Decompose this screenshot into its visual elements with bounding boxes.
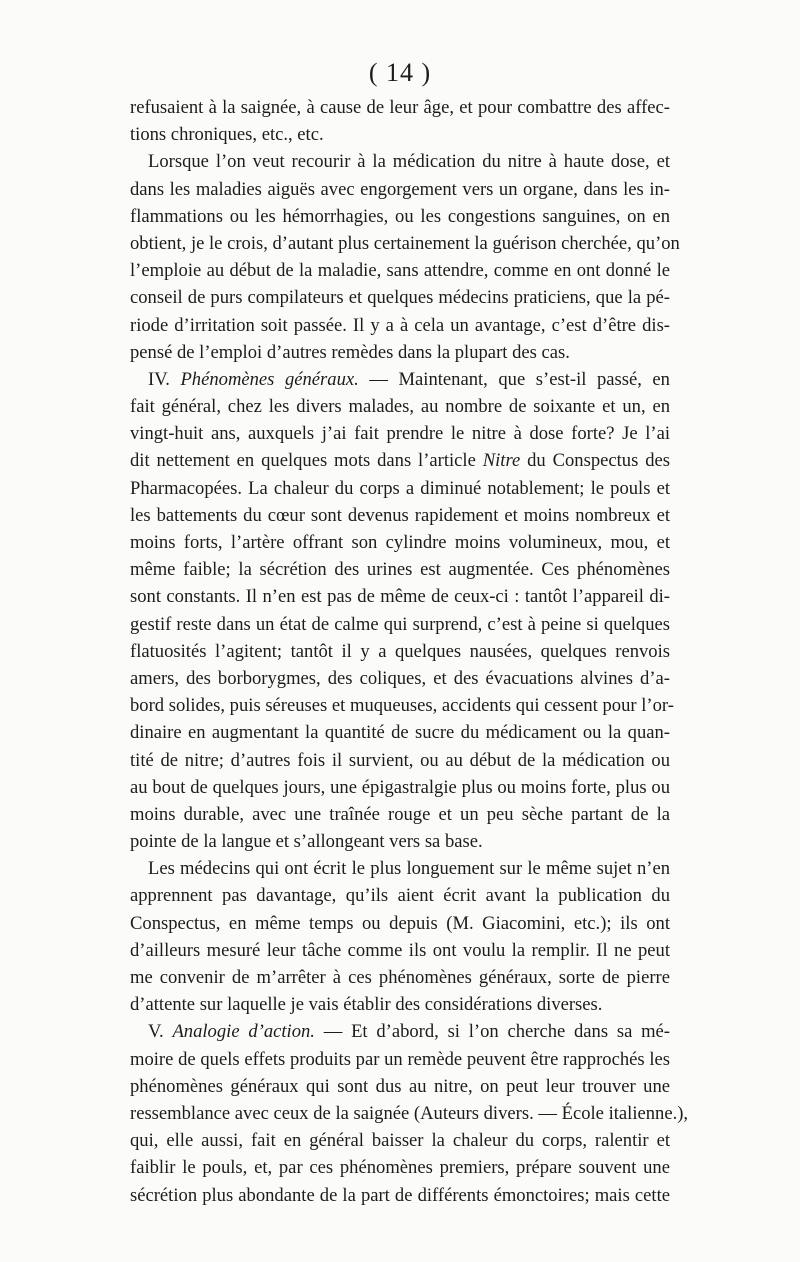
text-segment: IV. (148, 368, 181, 390)
text-line: gestif reste dans un état de calme qui surprend, c’est à peine si quelques (130, 613, 670, 635)
text-line: tité de nitre; d’autres fois il survient, ou au début de la médication ou (130, 749, 670, 771)
body-text (130, 94, 689, 1209)
text-line: Pharmacopées. La chaleur du corps a diminué notablement; le pouls et (130, 477, 670, 499)
italic-heading: Phénomènes généraux. (180, 368, 359, 390)
text-line: sont constants. Il n’en est pas de même de ceux-ci : tantôt l’appareil di- (130, 586, 670, 608)
text-segment: dit nettement en quelques mots dans l’article (130, 450, 483, 472)
text-line: moins durable, avec une traînée rouge et un peu sèche partant de la (130, 803, 670, 825)
text-line: qui, elle aussi, fait en général baisser la chaleur du corps, ralentir et (130, 1130, 670, 1152)
text-line: flatuosités l’agitent; tantôt il y a quelques nausées, quelques renvois (130, 640, 670, 662)
text-line: bord solides, puis séreuses et muqueuses, accidents qui cessent pour l’or- (130, 695, 674, 717)
text-line: même faible; la sécrétion des urines est augmentée. Ces phénomènes (130, 559, 670, 581)
text-line: tions chroniques, etc., etc. (130, 124, 324, 146)
text-line: dinaire en augmentant la quantité de sucre du médicament ou la quan- (130, 722, 670, 744)
text-line: pointe de la langue et s’allongeant vers sa base. (130, 831, 483, 853)
text-line: amers, des borborygmes, des coliques, et des évacuations alvines d’a- (130, 667, 670, 689)
text-line: me convenir de m’arrêter à ces phénomènes généraux, sorte de pierre (130, 967, 670, 988)
text-line: d’attente sur laquelle je vais établir des considérations diverses. (130, 994, 603, 1016)
text-line: Les médecins qui ont écrit le plus longuement sur le même sujet n’en (148, 858, 670, 880)
text-line: flammations ou les hémorrhagies, ou les congestions sanguines, on en (130, 205, 670, 227)
text-line: fait général, chez les divers malades, au nombre de soixante et un, en (130, 396, 670, 418)
text-segment: V. (148, 1021, 173, 1043)
text-line (130, 1018, 670, 1045)
italic-heading: Nitre (482, 450, 521, 472)
text-line: obtient, je le crois, d’autant plus certainement la guérison cherchée, qu’on (130, 232, 680, 254)
text-line (130, 366, 670, 393)
text-line: ressemblance avec ceux de la saignée (Auteurs divers. — École italienne.), (130, 1102, 689, 1124)
text-line: vingt-huit ans, auxquels j’ai fait prendre le nitre à dose forte? Je l’ai (130, 423, 670, 445)
text-line: l’emploie au début de la maladie, sans attendre, comme en ont donné le (130, 260, 670, 282)
text-line: phénomènes généraux qui sont dus au nitre, on peut leur trouver une (130, 1075, 670, 1097)
text-line: conseil de purs compilateurs et quelques médecins praticiens, que la pé- (130, 287, 670, 309)
text-line: d’ailleurs mesuré leur tâche comme ils ont voulu la remplir. Il ne peut (130, 939, 670, 961)
text-line: apprennent pas davantage, qu’ils aient écrit avant la publication du (130, 885, 670, 907)
page-number: ( 14 ) (368, 58, 432, 87)
text-line: sécrétion plus abondante de la part de différents émonctoires; mais cette (130, 1184, 670, 1206)
text-line: pensé de l’emploi d’autres remèdes dans la plupart des cas. (130, 341, 570, 363)
italic-heading: Analogie d’action. (172, 1021, 315, 1043)
text-segment: du Conspectus des (520, 450, 670, 472)
text-line: dans les maladies aiguës avec engorgement vers un organe, dans les in- (130, 178, 670, 200)
text-segment: — Et d’abord, si l’on cherche dans sa mé- (314, 1021, 670, 1043)
text-line: les battements du cœur sont devenus rapidement et moins nombreux et (130, 504, 670, 526)
text-line (130, 447, 670, 474)
text-line: riode d’irritation soit passée. Il y a à cela un avantage, c’est d’être dis- (130, 314, 670, 336)
text-segment: — Maintenant, que s’est-il passé, en (358, 368, 670, 390)
text-line: au bout de quelques jours, une épigastralgie plus ou moins forte, plus ou (130, 776, 670, 798)
text-line: Conspectus, en même temps ou depuis (M. Giacomini, etc.); ils ont (130, 912, 670, 934)
text-line: refusaient à la saignée, à cause de leur âge, et pour combattre des affec- (130, 97, 670, 118)
text-line: moins forts, l’artère offrant son cylindre moins volumineux, mou, et (130, 532, 670, 553)
text-line: faiblir le pouls, et, par ces phénomènes premiers, prépare souvent une (130, 1157, 670, 1179)
text-line: moire de quels effets produits par un remède peuvent être rapprochés les (130, 1048, 670, 1070)
text-line: Lorsque l’on veut recourir à la médication du nitre à haute dose, et (148, 151, 670, 173)
